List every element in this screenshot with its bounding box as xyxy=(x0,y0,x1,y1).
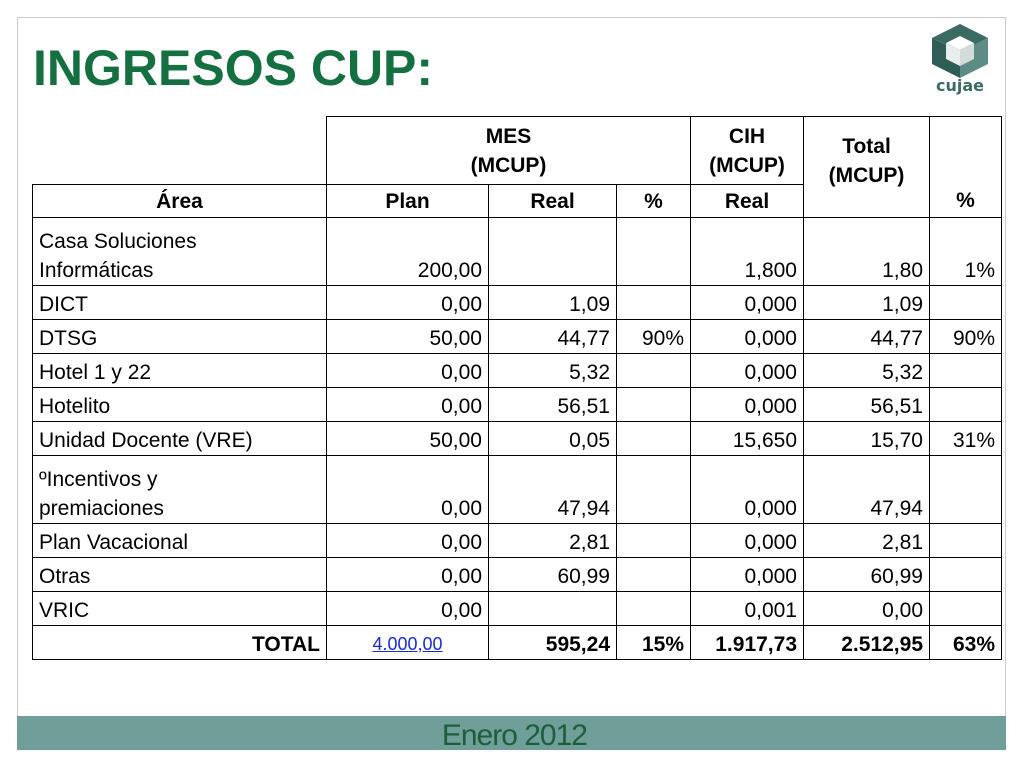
table-row xyxy=(33,218,1002,286)
cell-pct xyxy=(617,354,691,388)
cell-real: 47,94 xyxy=(489,456,617,524)
cell-plan: 0,00 xyxy=(327,592,489,626)
cell-pct xyxy=(617,456,691,524)
table-row xyxy=(33,422,1002,456)
header-total-pct: % xyxy=(930,117,1002,218)
cell-total-pct: 1% xyxy=(930,218,1002,286)
cell-cih-real: 0,000 xyxy=(691,388,804,422)
cell-plan: 0,00 xyxy=(327,354,489,388)
cell-pct xyxy=(617,286,691,320)
total-pct-cell: 15% xyxy=(617,626,691,660)
cell-real: 44,77 xyxy=(489,320,617,354)
table-row xyxy=(33,320,1002,354)
cell-total-pct xyxy=(930,286,1002,320)
header-row-top xyxy=(33,117,1002,185)
slide-title: INGRESOS CUP: xyxy=(33,40,434,96)
table-row xyxy=(33,558,1002,592)
cell-total: 15,70 xyxy=(804,422,930,456)
total-cih-real-cell: 1.917,73 xyxy=(691,626,804,660)
cell-pct xyxy=(617,524,691,558)
table-row xyxy=(33,354,1002,388)
cell-real xyxy=(489,592,617,626)
income-table xyxy=(32,116,1002,660)
cell-cih-real: 0,000 xyxy=(691,286,804,320)
header-cih-real: Real xyxy=(691,185,804,218)
cell-plan: 0,00 xyxy=(327,524,489,558)
table-row xyxy=(33,286,1002,320)
cell-area: DTSG xyxy=(33,320,327,354)
cell-area: VRIC xyxy=(33,592,327,626)
cell-pct xyxy=(617,218,691,286)
cell-area: Plan Vacacional xyxy=(33,524,327,558)
cell-total: 60,99 xyxy=(804,558,930,592)
cell-pct xyxy=(617,422,691,456)
cell-area: DICT xyxy=(33,286,327,320)
cell-area: Hotel 1 y 22 xyxy=(33,354,327,388)
total-total-pct-cell: 63% xyxy=(930,626,1002,660)
cell-real: 56,51 xyxy=(489,388,617,422)
cell-real: 0,05 xyxy=(489,422,617,456)
header-blank-cell xyxy=(33,117,327,185)
header-mes: MES (MCUP) xyxy=(327,117,691,185)
cell-plan: 50,00 xyxy=(327,422,489,456)
cell-cih-real: 0,000 xyxy=(691,320,804,354)
cell-total-pct xyxy=(930,388,1002,422)
cell-total: 44,77 xyxy=(804,320,930,354)
header-plan: Plan xyxy=(327,185,489,218)
cell-cih-real: 1,800 xyxy=(691,218,804,286)
table-row xyxy=(33,456,1002,524)
cell-cih-real: 0,000 xyxy=(691,354,804,388)
footer-date: Enero 2012 xyxy=(441,719,587,752)
cell-total: 47,94 xyxy=(804,456,930,524)
table-row xyxy=(33,524,1002,558)
cell-plan: 200,00 xyxy=(327,218,489,286)
cell-real: 5,32 xyxy=(489,354,617,388)
cell-pct xyxy=(617,592,691,626)
cell-plan: 0,00 xyxy=(327,388,489,422)
cell-real: 1,09 xyxy=(489,286,617,320)
cell-total-pct xyxy=(930,592,1002,626)
cell-total-pct xyxy=(930,456,1002,524)
header-cih: CIH (MCUP) xyxy=(691,117,804,185)
cell-pct: 90% xyxy=(617,320,691,354)
cell-cih-real: 0,000 xyxy=(691,558,804,592)
cell-total: 2,81 xyxy=(804,524,930,558)
cell-cih-real: 15,650 xyxy=(691,422,804,456)
cell-area: ºIncentivos y premiaciones xyxy=(33,456,327,524)
cell-plan: 0,00 xyxy=(327,456,489,524)
cell-pct xyxy=(617,558,691,592)
total-real-cell: 595,24 xyxy=(489,626,617,660)
header-total: Total (MCUP) xyxy=(804,117,930,218)
cell-real: 2,81 xyxy=(489,524,617,558)
header-pct: % xyxy=(617,185,691,218)
cell-cih-real: 0,000 xyxy=(691,456,804,524)
cell-total: 1,09 xyxy=(804,286,930,320)
cell-total-pct xyxy=(930,524,1002,558)
cell-total-pct: 90% xyxy=(930,320,1002,354)
cell-total: 0,00 xyxy=(804,592,930,626)
cell-plan: 0,00 xyxy=(327,286,489,320)
total-row xyxy=(33,626,1002,660)
logo-text: cujae xyxy=(935,76,984,95)
total-label-cell: TOTAL xyxy=(33,626,327,660)
cell-cih-real: 0,001 xyxy=(691,592,804,626)
total-plan-link-cell xyxy=(327,626,489,660)
cell-plan: 0,00 xyxy=(327,558,489,592)
cell-total: 56,51 xyxy=(804,388,930,422)
total-total-cell: 2.512,95 xyxy=(804,626,930,660)
cell-total-pct xyxy=(930,354,1002,388)
table-row xyxy=(33,592,1002,626)
cell-real: 60,99 xyxy=(489,558,617,592)
cell-area: Casa Soluciones Informáticas xyxy=(33,218,327,286)
cell-real xyxy=(489,218,617,286)
cell-cih-real: 0,000 xyxy=(691,524,804,558)
cell-total-pct xyxy=(930,558,1002,592)
cell-total: 1,80 xyxy=(804,218,930,286)
cell-plan: 50,00 xyxy=(327,320,489,354)
table-row xyxy=(33,388,1002,422)
cell-area: Hotelito xyxy=(33,388,327,422)
cell-total: 5,32 xyxy=(804,354,930,388)
cell-pct xyxy=(617,388,691,422)
total-plan-link[interactable]: 4.000,00 xyxy=(372,634,443,654)
cell-area: Otras xyxy=(33,558,327,592)
cell-total-pct: 31% xyxy=(930,422,1002,456)
header-area: Área xyxy=(33,185,327,218)
cell-area: Unidad Docente (VRE) xyxy=(33,422,327,456)
header-real: Real xyxy=(489,185,617,218)
